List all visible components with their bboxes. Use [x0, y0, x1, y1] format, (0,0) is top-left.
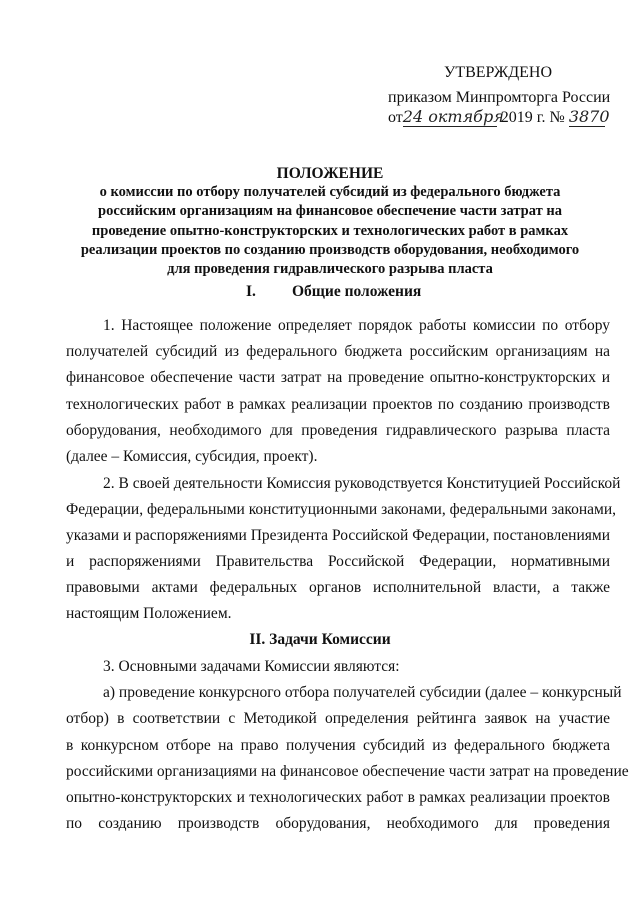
body-line: опытно-конструкторских и технологических работ в рамках реализации проектов — [66, 789, 610, 806]
body-line: а) проведение конкурсного отбора получателей субсидии (далее – конкурсный — [103, 684, 622, 701]
title-line: для проведения гидравлического разрыва пласта — [167, 261, 493, 278]
date-prefix: от — [388, 109, 403, 126]
body-line: 2. В своей деятельности Комиссия руководствуется Конституцией Российской — [103, 475, 621, 492]
handwritten-date: 24 октября — [402, 107, 504, 126]
approval-stamp: УТВЕРЖДЕНО — [444, 64, 553, 81]
section-1-title: Общие положения — [292, 283, 422, 300]
body-line: правовыми актами федеральных органов исполнительной власти, а также — [66, 579, 610, 596]
body-line: оборудования, необходимого для проведения гидравлического разрыва пласта — [66, 422, 610, 439]
title-line: российским организациям на финансовое обеспечение части затрат на — [98, 203, 562, 220]
body-line: указами и распоряжениями Президента Российской Федерации, постановлениями — [66, 527, 610, 544]
body-line: технологических работ в рамках реализации проектов по созданию производств — [66, 396, 610, 413]
approval-date-line — [388, 107, 610, 127]
section-2-heading: II. Задачи Комиссии — [249, 631, 391, 648]
body-line: российскими организациями на финансовое обеспечение части затрат на проведение — [66, 763, 629, 780]
body-line: (далее – Комиссия, субсидия, проект). — [66, 448, 318, 465]
title-heading: ПОЛОЖЕНИЕ — [276, 165, 384, 182]
handwritten-number: 3870 — [568, 107, 610, 126]
date-year: 2019 г. № — [500, 109, 565, 126]
body-line: Федерации, федеральными конституционными законами, федеральными законами, — [66, 501, 616, 518]
section-1-heading — [246, 283, 421, 301]
title-line: реализации проектов по созданию производств оборудования, необходимого — [80, 241, 580, 258]
title-line: о комиссии по отбору получателей субсидий из федерального бюджета — [99, 184, 561, 201]
body-line: по созданию производств оборудования, необходимого для проведения — [66, 815, 610, 832]
body-line: финансовое обеспечение части затрат на проведение опытно-конструкторских и — [66, 369, 610, 386]
title-line: проведение опытно-конструкторских и технологических работ в рамках — [91, 222, 569, 239]
body-line: получателей субсидий из федерального бюджета российским организациям на — [66, 343, 610, 360]
body-line: настоящим Положением. — [66, 605, 232, 622]
body-line: отбор) в соответствии с Методикой определения рейтинга заявок на участие — [66, 710, 610, 727]
document-title — [40, 164, 620, 279]
body-line: в конкурсном отборе на право получения субсидий из федерального бюджета — [66, 737, 610, 754]
body-line: 3. Основными задачами Комиссии являются: — [103, 658, 400, 675]
section-1-number: I. — [246, 283, 256, 300]
body-line: 1. Настоящее положение определяет порядок работы комиссии по отбору — [103, 317, 610, 334]
approval-order: приказом Минпромторга России — [388, 89, 611, 106]
body-line: и распоряжениями Правительства Российской Федерации, нормативными — [66, 553, 610, 570]
